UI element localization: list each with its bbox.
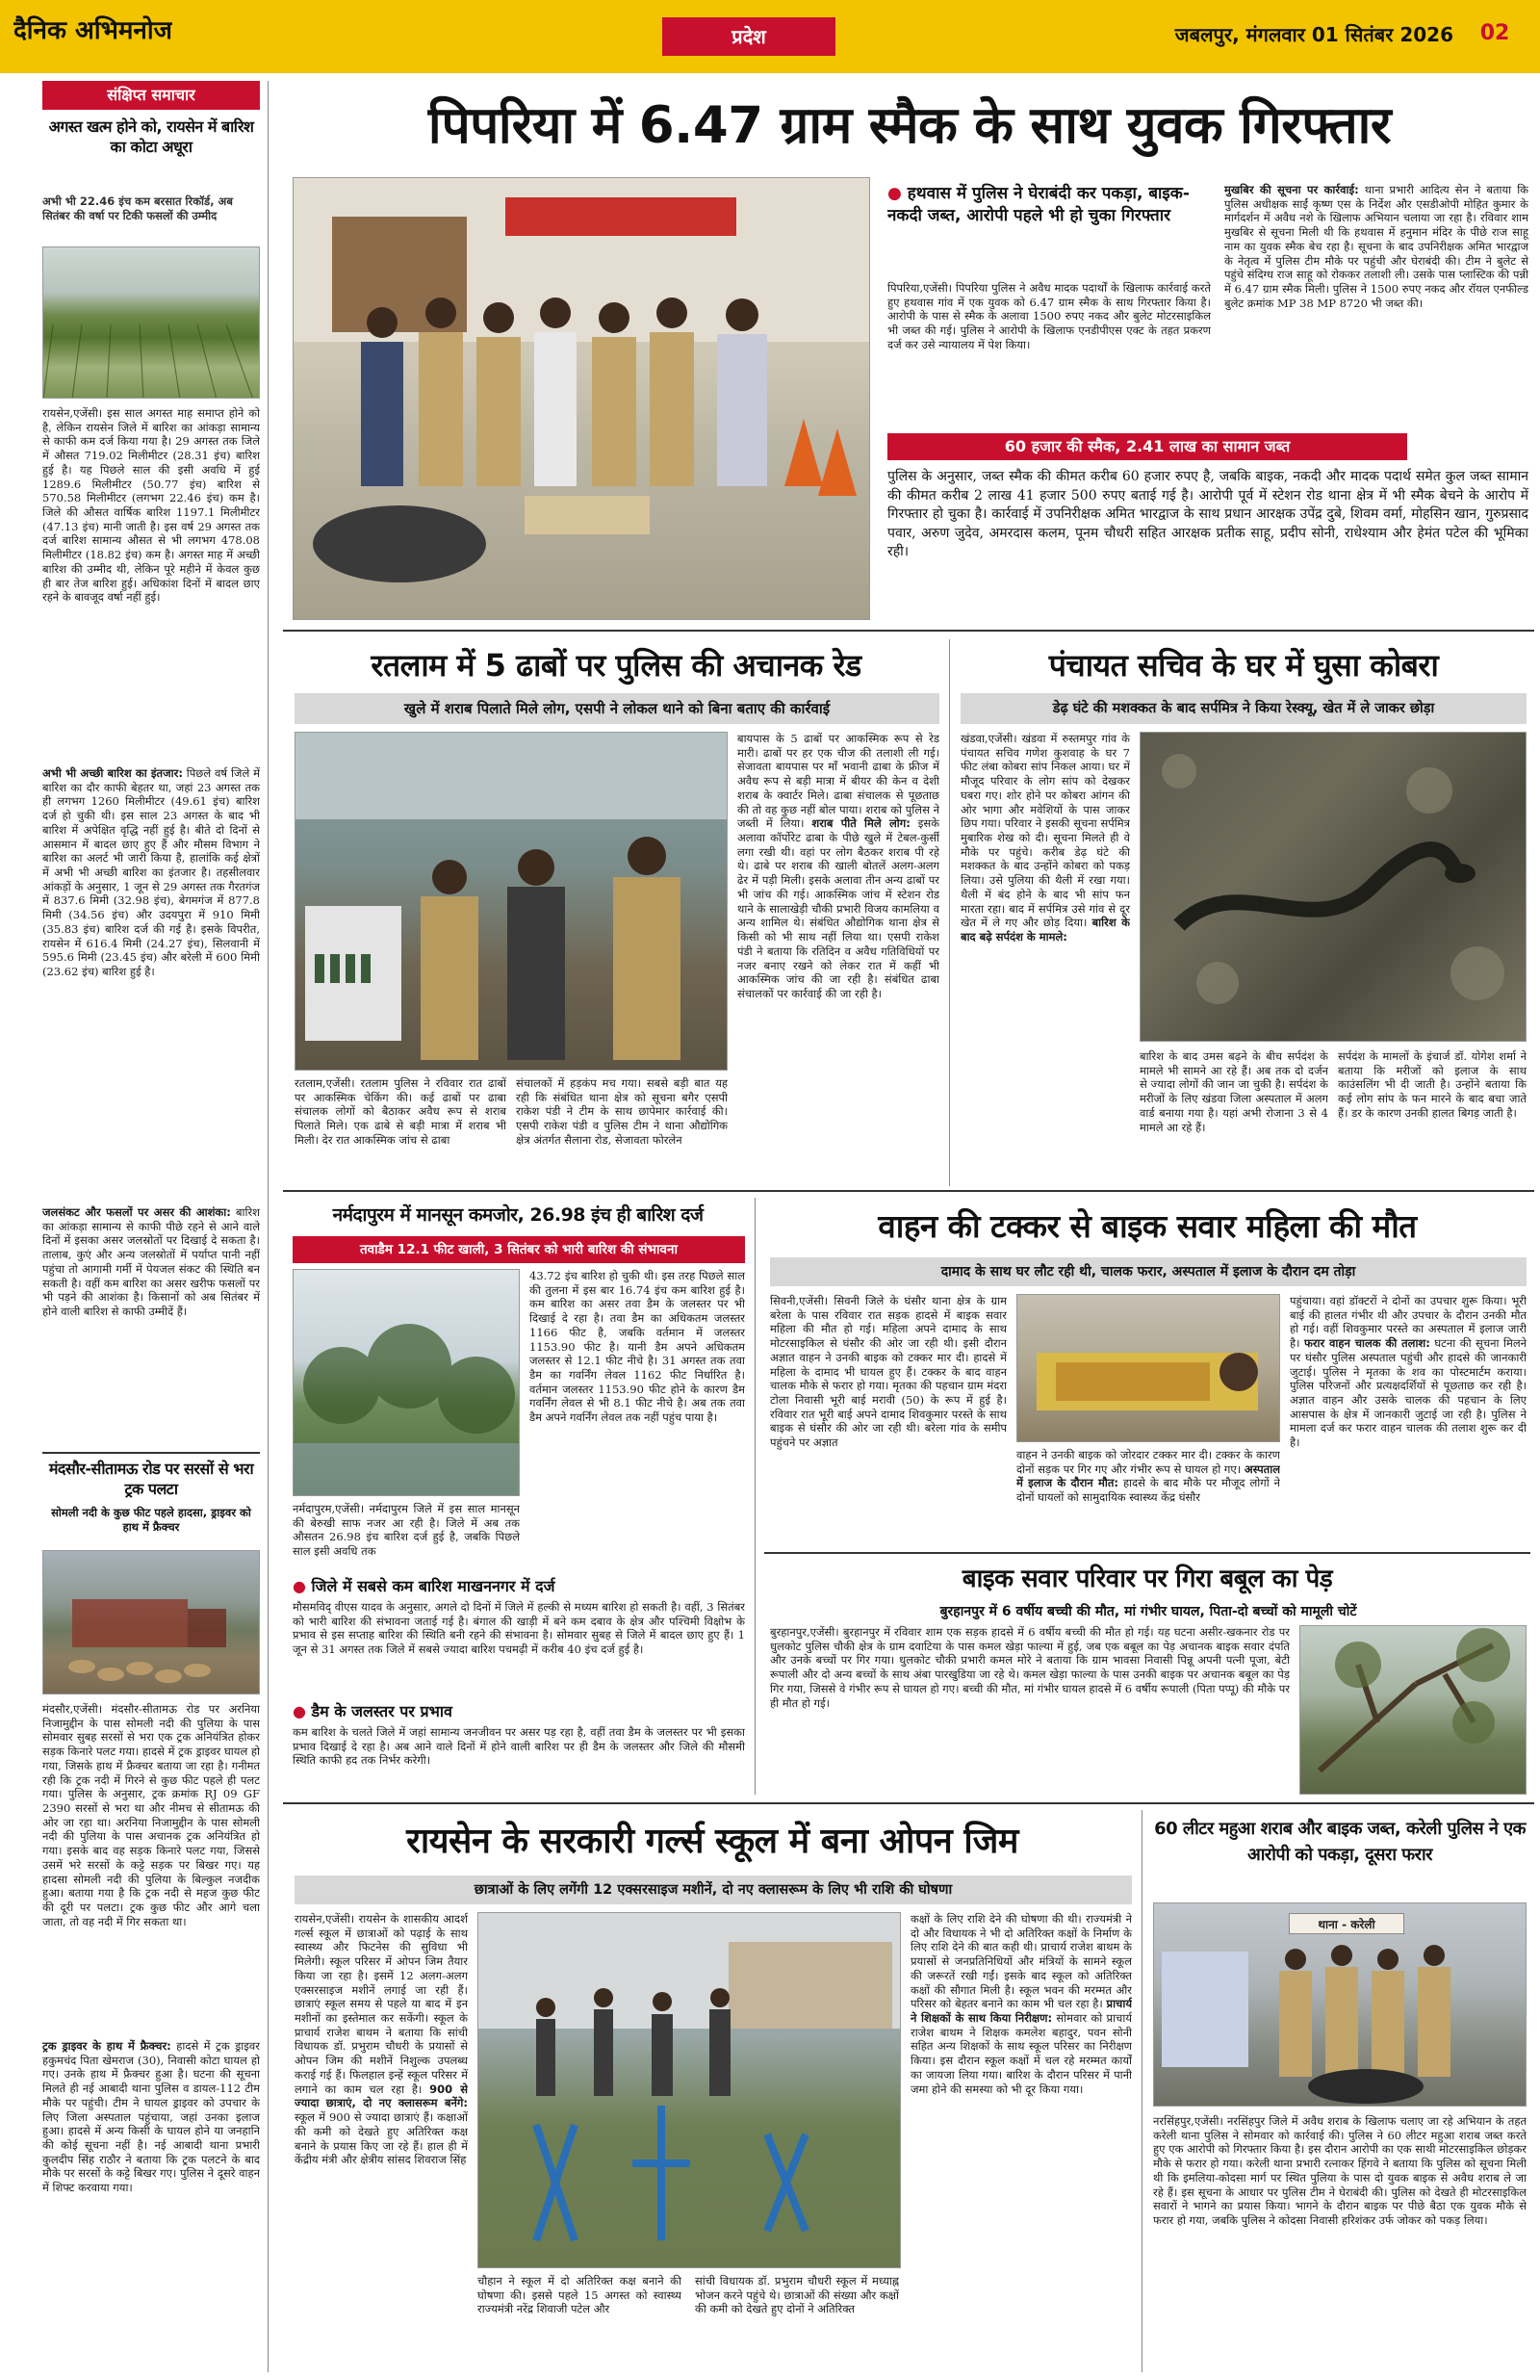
gym-subhead-bar: छात्राओं के लिए लगेंगी 12 एक्सरसाइज मशीनें, दो नए क्लासरूम के लिए भी राशि की घोषणा (295, 1876, 1132, 1904)
paddy-field-photo (42, 246, 260, 399)
lead-deck: ● हथवास में पुलिस ने घेराबंदी कर पकड़ा, बाइक-नकदी जब्त, आरोपी पहले भी हो चुका गिरफ्तार (887, 184, 1190, 225)
fallen-tree-photo (1299, 1625, 1527, 1795)
police-station-banner: थाना - करेली (1289, 1913, 1404, 1934)
sidebar-divider (42, 1452, 260, 1454)
narmada-subhead4: ● डैम के जलस्तर पर प्रभाव (293, 1702, 452, 1720)
column-rule-narmada-accident (755, 1198, 756, 1795)
sidebar-story1-body: रायसेन,एजेंसी। इस साल अगस्त माह समाप्त होने को है, लेकिन रायसेन जिले में बारिश का आंकड़ा सामान्य से काफी कम दर्ज किया गया है। 29 अगस्त तक जिले में औसत 719.02 मिलीमीटर (28.31 इंच) बारिश हुई है। यह पिछले साल की इसी अवधि में हुई 1289.6 मिलीमीटर (50.77 इंच) बारिश से 570.58 मिलीमीटर (लगभग 22.46 इंच) कम है। जिले की औसत वार्षिक बारिश 1197.1 मिलीमीटर (47.13 इंच) मानी जाती है। इस वर्ष 29 अगस्त तक दर्ज बारिश सामान्य औसत से भी लगभग 478.08 मिलीमीटर (18.82 इंच) कम है। अगस्त माह में अच्छी बारिश की उम्मीद थी, लेकिन पूरे महीने में केवल कुछ ही बार तेज बारिश हुई। अधिकांश दिनों में बादल छाए रहने के बावजूद वर्षा नहीं हुई। (42, 406, 260, 605)
cobra-headline: पंचायत सचिव के घर में घुसा कोबरा (1048, 647, 1439, 684)
mahua-headline: 60 लीटर महुआ शराब और बाइक जब्त, करेली पुलिस ने एक आरोपी को पकड़ा, दूसरा फरार (1154, 1819, 1526, 1865)
column-rule-ratlam-cobra (949, 639, 950, 1186)
sidebar-story1-section3: जलसंकट और फसलों पर असर की आशंका: बारिश का आंकड़ा सामान्य से काफी पीछे रहने से आने वाले दिनों में इसका असर जलस्रोतों पर दिखाई दे सकता है। तालाब, कुएं और अन्य जलस्रोतों में पर्याप्त पानी नहीं पहुंचा तो आगामी गर्मी में पेयजल संकट की स्थिति बन सकती है। वहीं कम बारिश का असर खरीफ फसलों पर भी पड़ने की आशंका है। किसानों को अब सितंबर में होने वाली बारिश से काफी उम्मीदें हैं। (42, 1205, 260, 1319)
tawa-dam-photo (293, 1269, 520, 1496)
narmada-body-col1: नर्मदापुरम,एजेंसी। नर्मदापुरम जिले में इस साल मानसून की बेरुखी साफ नजर आ रही है। जिले में अब तक औसतन 26.98 इंच बारिश दर्ज हुई है, जबकि पिछले साल इसी अवधि तक (293, 1502, 520, 1559)
sidebar-story2-headline: मंदसौर-सीतामऊ रोड पर सरसों से भरा ट्रक पलटा (48, 1460, 254, 1498)
sidebar-story1-headline: अगस्त खत्म होने को, रायसेन में बारिश का कोटा अधूरा (48, 117, 254, 156)
sidebar-story2-section2: ट्रक ड्राइवर के हाथ में फ्रैक्चर: हादसे में ट्रक ड्राइवर हकुमचंद पिता खेमराज (30), निवासी कोटा घायल हो गए। उनके हाथ में फ्रैक्चर हुआ है। घटना की सूचना मिलते ही नई आबादी थाना पुलिस व डायल-112 टीम मौके पर पहुंची। टीम ने घायल ड्राइवर को उपचार के लिए जिला अस्पताल पहुंचाया, जहां उनका इलाज हुआ। हादसे में अन्य किसी के घायल होने या जनहानि की कोई सूचना नहीं है। नई आबादी थाना प्रभारी कुलदीप सिंह राठौर ने बताया कि ट्रक पलटने के बाद मौके पर सरसों के कट्टे बिखर गए। पुलिस ने दूसरे वाहन में शिफ्ट करवाया गया। (42, 2039, 260, 2195)
masthead-logo: दैनिक अभिमनोज (13, 16, 172, 45)
sidebar-story1-section2: अभी भी अच्छी बारिश का इंतजार: पिछले वर्ष जिले में बारिश का दौर काफी बेहतर था, जहां 23 अगस्त तक ही लगभग 1260 मिलीमीटर (49.61 इंच) बारिश दर्ज हो चुकी थी। इस साल 23 अगस्त के बाद भी बारिश में अपेक्षित वृद्धि नहीं हुई है। बीते दो दिनों से आसमान में बादल छाए हुए हैं और मौसम विभाग ने बारिश का अलर्ट भी जारी किया है, हालांकि कई क्षेत्रों में अभी भी अच्छी बारिश का इंतजार है। तहसीलवार आंकड़ों के अनुसार, 1 जून से 29 अगस्त तक गैरतगंज में 837.6 मिमी (32.98 इंच), बेगमगंज में 877.8 मिमी (34.56 इंच) और उदयपुरा में 910 मिमी (35.83 इंच) बारिश दर्ज की गई है। इसके विपरीत, रायसेन में 616.4 मिमी (24.27 इंच), सिलवानी में 595.6 मिमी (23.45 इंच) और बरेली में 600 मिमी (23.62 इंच) बारिश हुई है। (42, 766, 260, 979)
lead-subhead-bar: 60 हजार की स्मैक, 2.41 लाख का सामान जब्त (887, 433, 1407, 460)
bullet-icon: ● (293, 1702, 312, 1720)
bullet-icon: ● (887, 184, 908, 203)
sidebar (42, 81, 260, 2372)
sidebar-story1-deck: अभी भी 22.46 इंच कम बरसात रिकॉर्ड, अब सितंबर की वर्षा पर टिकी फसलों की उम्मीद (42, 194, 233, 222)
injured-woman-photo (1016, 1294, 1280, 1442)
accident-body-col2: वाहन ने उनकी बाइक को जोरदार टक्कर मार दी। टक्कर के कारण दोनों सड़क पर गिर गए और गंभीर रूप से घायल हो गए। अस्पताल में इलाज के दौरान मौत: हादसे के बाद मौके पर मौजूद लोगों ने दोनों घायलों को सामुदायिक स्वास्थ्य केंद्र घंसौर (1016, 1448, 1280, 1505)
lead-headline: पिपरिया में 6.47 ग्राम स्मैक के साथ युवक गिरफ्तार (427, 96, 1392, 155)
gym-body-col2b: सांची विधायक डॉ. प्रभुराम चौधरी स्कूल में मध्याह्न भोजन करने पहुंचे थे। छात्राओं की संख्या और कक्षों की कमी को देखते हुए दोनों ने अतिरिक्त (695, 2274, 899, 2316)
babool-top-rule (764, 1552, 1530, 1554)
sidebar-story2-deck: सोमली नदी के कुछ फीट पहले हादसा, ड्राइवर को हाथ में फ्रैक्चर (51, 1506, 251, 1534)
accident-headline: वाहन की टक्कर से बाइक सवार महिला की मौत (878, 1207, 1417, 1245)
narmada-body-3: मौसमविद् वीएस यादव के अनुसार, अगले दो दिनों में जिले में हल्की से मध्यम बारिश हो सकती है। वहीं, 3 सितंबर को भारी बारिश की संभावना जताई गई है। बंगाल की खाड़ी में बने कम दबाव के क्षेत्र और पश्चिमी विक्षोभ के प्रभाव से इस सप्ताह बारिश की स्थिति बनी रहने की संभावना है। सोमवार सुबह से जिले में बादल छाए हुए हैं। 1 जून से 31 अगस्त तक जिले में सबसे ज्यादा बारिश पचमढ़ी में करीब 40 इंच दर्ज हुई है। (293, 1600, 745, 1657)
gym-body-col1: रायसेन,एजेंसी। रायसेन के शासकीय आदर्श गर्ल्स स्कूल में छात्राओं को पढ़ाई के साथ स्वास्थ्य और फिटनेस की सुविधा भी मिलेगी। स्कूल परिसर में ओपन जिम तैयार किया जा रहा है। इसमें 12 अलग-अलग एक्सरसाइज मशीनें लगाई जा रही हैं। छात्राएं स्कूल समय से पहले या बाद में इन मशीनों का इस्तेमाल कर सकेंगी। स्कूल के प्राचार्य राजेश बाथम ने बताया कि सांची विधायक डॉ. प्रभुराम चौधरी के प्रयासों से ओपन जिम की मशीनें निशुल्क उपलब्ध कराई गई हैं। फिलहाल इन्हें स्कूल परिसर में लगाने का काम चल रहा है। 900 से ज्यादा छात्राएं, दो नए क्लासरूम बनेंगे: स्कूल में 900 से ज्यादा छात्राएं हैं। कक्षाओं की कमी को देखते हुए अतिरिक्त कक्ष बनाने के प्रयास किए जा रहे हैं। हाल ही में केंद्रीय मंत्री और क्षेत्रीय सांसद शिवराज सिंह (295, 1912, 468, 2167)
cobra-body-col1: खंडवा,एजेंसी। खंडवा में रुस्तमपुर गांव के पंचायत सचिव गणेश कुशवाह के घर 7 फीट लंबा कोबरा सांप निकल आया। घर में मौजूद परिवार के लोग सांप को देखकर घबरा गए। शोर होने पर कोबरा आंगन की ओर भागा और मवेशियों के पास जाकर छिप गया। परिवार ने इसकी सूचना सर्पमित्र मुबारिक शेख को दी। सूचना मिलते ही वे मौके पर पहुंचे। करीब डेढ़ घंटे की मशक्कत के बाद उन्होंने कोबरा को पकड़ लिया। उसे पुलिया की थैली में रखा गया। थैली में बंद होने के बाद भी सांप फन मारता रहा। बाद में सर्पमित्र उसे गांव से दूर खेत में ले गए और छोड़ दिया। बारिश के बाद बढ़े सर्पदंश के मामले: (961, 732, 1130, 944)
ratlam-body-col3: बायपास के 5 ढाबों पर आकस्मिक रूप से रेड मारी। ढाबों पर हर एक चीज की तलाशी ली गई। सेजावता बायपास पर माँ भवानी ढाबा के फ्रीज में अवैध रूप से बड़ी मात्रा में बीयर की केन व देशी शराब के क्वार्टर मिले। ढाबा संचालक से पूछताछ की तो वह कुछ नहीं बोल पाया। शराब को पुलिस ने जब्ती में लिया। शराब पीते मिले लोग: इसके अलावा कॉर्पोरेट ढाबा के पीछे खुले में टेबल-कुर्सी लगा रखी थी। वहां पर लोग बैठकर शराब पी रहे थे। ढाबे पर शराब की खाली बोतलें अलग-अलग ढेर में पड़ी मिली। इसके अलावा तीन अन्य ढाबों पर भी जांच की गई। आकस्मिक जांच में स्टेशन रोड थाने के सालाखेड़ी चौकी प्रभारी विजय कामलिया व अन्य शामिल थे। संबंधित औद्योगिक थाना क्षेत्र से किसी को भी साथ नहीं लिया था। एसपी राकेश पंडी ने बताया कि रतिदिन व अवैध गतिविधियों पर नजर बनाए रखने को लेकर रात में कहीं भी आकस्मिक जांच की जा रही है। संबंधित ढाबा संचालकों पर कार्रवाई की जा रही है। (737, 732, 939, 1000)
narmada-body-col2: 43.72 इंच बारिश हो चुकी थी। इस तरह पिछले साल की तुलना में इस बार 16.74 इंच कम बारिश हुई है। कम बारिश का असर तवा डैम के जलस्तर पर भी दिखाई दे रहा है। तवा डैम का अधिकतम जलस्तर 1166 फीट है, जबकि वर्तमान में जलस्तर 1153.90 फीट है। यानी डैम अपने अधिकतम जलस्तर से 12.1 फीट नीचे है। 31 अगस्त तक तवा डैम का गवर्निंग लेवल 1162 फीट निर्धारित है। वर्तमान जलस्तर 1153.90 फीट होने के कारण डैम गवर्निंग लेवल से भी 8.1 फीट नीचे है। अब तक तवा डैम अपने गवर्निंग लेवल तक नहीं पहुंच पाया है। (529, 1269, 745, 1425)
gym-body-col3: कक्षों के लिए राशि देने की घोषणा की थी। राज्यमंत्री ने दो और विधायक ने भी दो अतिरिक्त कक्षों के निर्माण के लिए राशि देने की बात कही थी। प्राचार्य राजेश बाथम के प्रयासों से जनप्रतिनिधियों और मंत्रियों के सामने स्कूल की जरूरतें रखी गईं। इसके बाद स्कूल को अतिरिक्त कक्षों की सौगात मिली है। स्कूल भवन की मरम्मत और परिसर को बेहतर बनाने का काम भी चल रहा है। प्राचार्य ने शिक्षकों के साथ किया निरीक्षण: सोमवार को प्राचार्य राजेश बाथम ने शिक्षक कमलेश बहादुर, पवन सोनी सहित अन्य शिक्षकों के साथ स्कूल परिसर का निरीक्षण किया। इस दौरान स्कूल कक्षों में चल रहे मरम्मत कार्यों का जायजा लिया गया। बारिश के दौरान परिसर में पानी जमा होने की समस्या को भी दूर किया गया। (911, 1912, 1132, 2096)
sidebar-story2-body: मंदसौर,एजेंसी। मंदसौर-सीतामऊ रोड पर अरनिया निजामुद्दीन के पास सोमली नदी की पुलिया के पास सोमवार सुबह सरसों से भरा एक ट्रक अनियंत्रित होकर सड़क किनारे पलट गया। हादसे में ट्रक ड्राइवर घायल हो गया, जिसके हाथ में फ्रैक्चर बताया जा रहा है। गनीमत रही कि ट्रक नदी में गिरने से कुछ फीट पहले ही पलट गया। पुलिस के अनुसार, ट्रक क्रमांक RJ 09 GF 2390 सरसों से भरा था और नीमच से सीतामऊ की ओर जा रहा था। अरनिया निजामुद्दीन के पास सोमली नदी की पुलिया के पास अचानक ट्रक अनियंत्रित हो गया। इसके बाद वह सड़क किनारे पलट गया, जिससे उसमें भरे सरसों के कट्टे सड़क पर बिखर गए। यह हादसा सोमली नदी की पुलिया के बिल्कुल नजदीक हुआ। बताया गया है कि ट्रक नदी से महज कुछ फीट की दूरी पर पलटा। ट्रक कुछ फीट और आगे चला जाता, तो वह नदी में गिर सकता था। (42, 1702, 260, 1928)
dateline: जबलपुर, मंगलवार 01 सितंबर 2026 (1174, 23, 1453, 46)
lower-row-rule (283, 1802, 1534, 1804)
accident-subhead-bar: दामाद के साथ घर लौट रही थी, चालक फरार, अस्पताल में इलाज के दौरान दम तोड़ा (770, 1257, 1527, 1286)
mahua-body: नरसिंहपुर,एजेंसी। नरसिंहपुर जिले में अवैध शराब के खिलाफ चलाए जा रहे अभियान के तहत करेली थाना पुलिस ने सोमवार को कार्रवाई की। पुलिस ने 60 लीटर महुआ शराब जब्त करते हुए एक आरोपी को गिरफ्तार किया है। इस दौरान आरोपी का एक साथी मोटरसाइकिल छोड़कर मौके से फरार हो गया। करेली थाना प्रभारी रत्नाकर हिंगवे ने बताया कि पुलिस को सूचना मिली थी कि इमलिया-कोदसा मार्ग पर स्थित पुलिया के पास दो युवक बाइक से अवैध शराब ले जा रहे हैं। इस सूचना के आधार पर पुलिस टीम ने घेराबंदी की। पुलिस को देखते ही मोटरसाइकिल सवारों ने भागने का प्रयास किया। भागने के दौरान बाइक पर पीछे बैठा एक युवक मौके से फरार हो गया, जबकि पुलिस ने कोदसा निवासी हरिशंकर उर्फ जोकर को पकड़ लिया। (1153, 2114, 1527, 2228)
lead-police-photo (293, 177, 870, 620)
ratlam-raid-photo (295, 732, 728, 1071)
lead-body-wide: पुलिस के अनुसार, जब्त स्मैक की कीमत करीब 60 हजार रुपए है, जबकि बाइक, नकदी और मादक पदार्थ समेत कुल जब्त सामान की कीमत करीब 2 लाख 41 हजार 500 रुपए बताई गई है। आरोपी पूर्व में स्टेशन रोड थाना क्षेत्र में भी स्मैक बेचने के आरोप में गिरफ्तार हो चुका है। कार्रवाई में उपनिरीक्षक अमित भारद्वाज के साथ प्रधान आरक्षक उपेंद्र दुबे, शिवम वर्मा, मोहसिन खान, गुरुप्रसाद पवार, अरुण जुदेव, अमरदास कलम, पूनम चौधरी सहित आरक्षक प्रतीक साहू, प्रदीप सोनी, राधेश्याम और हेमंत पटेल की भूमिका रही। (887, 469, 1528, 560)
ratlam-headline: रतलाम में 5 ढाबों पर पुलिस की अचानक रेड (371, 647, 861, 684)
sidebar-vertical-rule (268, 81, 269, 2372)
babool-body: बुरहानपुर,एजेंसी। बुरहानपुर में रविवार शाम एक सड़क हादसे में 6 वर्षीय बच्ची की मौत हो गई। यह घटना असीर-खकनार रोड पर धुलकोट पुलिस चौकी क्षेत्र के ग्राम दवाटिया के पास कमल खेड़ा फाल्या में हुई, जब एक बबूल का पेड़ अचानक बाइक सवार दंपति और उनके बच्चों पर गिर गया। धुलकोट चौकी प्रभारी कमल मोरे ने बताया कि ग्राम भावसा निवासी पिन्नू अपनी पत्नी पूजा, बेटी रूपाली और दो अन्य बच्चों के साथ अंबा पारखुडिया जा रहे थे। कमल खेड़ा फाल्या के पास उनकी बाइक पर अचानक बबूल का पेड़ गिर गया, जिससे वे गंभीर रूप से घायल हो गए। बच्ची की मौत, मां गंभीर घायल हादसे में 6 वर्षीय रूपाली (पिता पप्पू) की मौके पर ही मौत हो गई। (770, 1625, 1290, 1710)
page-number: 02 (1479, 21, 1510, 45)
ratlam-body-col2: संचालकों में हड़कंप मच गया। सबसे बड़ी बात यह रही कि संबंधित थाना क्षेत्र को सूचना बगैर एसपी राकेश पंडी ने टीम के साथ छापेमार कार्रवाई की। एसपी राकेश पंडी व पुलिस टीम ने थाना औद्योगिक क्षेत्र अंतर्गत सैलाना रोड, सेजावता फोरलेन (516, 1076, 728, 1147)
narmada-subhead-bar: तवाडैम 12.1 फीट खाली, 3 सितंबर को भारी बारिश की संभावना (293, 1236, 745, 1263)
narmada-body-4: कम बारिश के चलते जिले में जहां सामान्य जनजीवन पर असर पड़ रहा है, वहीं तवा डैम के जलस्तर पर भी इसका प्रभाव दिखाई दे रहा है। अब आने वाले दिनों में होने वाली बारिश पर ही डैम के जलस्तर और जिले की मौसमी स्थिति काफी हद तक निर्भर करेगी। (293, 1725, 745, 1768)
cobra-subhead-bar: डेढ़ घंटे की मशक्कत के बाद सर्पमित्र ने किया रेस्क्यू, खेत में ले जाकर छोड़ा (961, 693, 1527, 724)
accident-body-col1: सिवनी,एजेंसी। सिवनी जिले के घंसौर थाना क्षेत्र के ग्राम बरेला के पास रविवार रात सड़क हादसे में बाइक सवार महिला की मौत हो गई। महिला अपने दामाद के साथ मोटरसाइकिल से घंसौर की ओर जा रही थी। इसी दौरान अज्ञात वाहन ने उनकी बाइक को टक्कर मार दी। हादसे में महिला के दामाद भी घायल हुए हैं। टक्कर के बाद वाहन चालक मौके से फरार हो गया। मृतका की पहचान ग्राम मंदरा टोला निवासी भूरी बाई मरावी (50) के रूप में हुई है। रविवार रात भूरी बाई अपने दामाद शिवकुमार परस्ते के साथ बाइक से घंसौर की ओर जा रही थी। बरेला गांव के समीप पहुंचने पर अज्ञात (770, 1294, 1007, 1450)
overturned-truck-photo (42, 1550, 260, 1694)
open-gym-photo (477, 1912, 901, 2268)
karelipolice-station-photo (1153, 1902, 1527, 2107)
cobra-body-col2: बारिश के बाद उमस बढ़ने के बीच सर्पदंश के मामले भी सामने आ रहे हैं। अब तक दो दर्जन से ज्यादा लोगों की जान जा चुकी है। सर्पदंश के मरीजों के लिए खंडवा जिला अस्पताल में अलग वार्ड बनाया गया है। यहां अभी रोजाना 3 से 4 मामले आ रहे हैं। (1140, 1049, 1328, 1134)
masthead (0, 0, 1540, 73)
babool-deck: बुरहानपुर में 6 वर्षीय बच्ची की मौत, मां गंभीर घायल, पिता-दो बच्चों को मामूली चोटें (939, 1604, 1357, 1619)
babool-headline: बाइक सवार परिवार पर गिरा बबूल का पेड़ (962, 1565, 1333, 1593)
sidebar-header: संक्षिप्त समाचार (42, 81, 260, 110)
bullet-icon: ● (293, 1577, 312, 1595)
lead-body-col1: पिपरिया,एजेंसी। पिपरिया पुलिस ने अवैध मादक पदार्थों के खिलाफ कार्रवाई करते हुए हथवास गांव में एक युवक को 6.47 ग्राम स्मैक के साथ गिरफ्तार किया है। आरोपी के पास से स्मैक के अलावा 1500 रुपए नकद और बुलेट मोटरसाइकिल भी जब्त की गई। पुलिस ने आरोपी के खिलाफ एनडीपीएस एक्ट के तहत प्रकरण दर्ज कर उसे न्यायालय में पेश किया। (887, 281, 1211, 351)
gym-headline: रायसेन के सरकारी गर्ल्स स्कूल में बना ओपन जिम (406, 1822, 1018, 1861)
cobra-body-col3: सर्पदंश के मामलों के इंचार्ज डॉ. योगेश शर्मा ने बताया कि मरीजों को इलाज के साथ काउंसलिंग भी दी जाती है। उन्होंने बताया कि कई लोग सांप के फन मारने के बाद बचा जाते हैं। डर के कारण उनकी हालत बिगड़ जाती है। (1338, 1049, 1527, 1120)
gym-body-col2a: चौहान ने स्कूल में दो अतिरिक्त कक्ष बनाने की घोषणा की। इससे पहले 15 अगस्त को स्वास्थ्य राज्यमंत्री नरेंद्र शिवाजी पटेल और (477, 2274, 681, 2316)
ratlam-subhead-bar: खुले में शराब पिलाते मिले लोग, एसपी ने लोकल थाने को बिना बताए की कार्रवाई (295, 693, 939, 724)
middle-row-rule (283, 1190, 1534, 1192)
lead-body-col2: मुखबिर की सूचना पर कार्रवाई: थाना प्रभारी आदित्य सेन ने बताया कि पुलिस अधीक्षक साईं कृष्ण एस के निर्देश और एसडीओपी मोहित कुमार के मार्गदर्शन में अवैध नशे के खिलाफ अभियान चलाया जा रहा है। रविवार शाम मुखबिर से सूचना मिली थी कि हथवास में हनुमान मंदिर के पीछे राज साहू नाम का युवक स्मैक बेच रहा है। सूचना के बाद उपनिरीक्षक अमित भारद्वाज के नेतृत्व में पुलिस टीम मौके पर पहुंची और घेराबंदी की। टीम ने बुलेट से पहुंचे संदिग्ध राज साहू को रोककर तलाशी ली। उसके पास प्लास्टिक की पन्नी में 6.47 ग्राम स्मैक मिली। पुलिस ने 1500 रुपए नकद और रॉयल एनफील्ड बुलेट क्रमांक MP 38 MP 8720 भी जब्त की। (1224, 183, 1528, 310)
lead-bottom-rule (283, 630, 1534, 632)
narmada-headline: नर्मदापुरम में मानसून कमजोर, 26.98 इंच ही बारिश दर्ज (332, 1204, 704, 1226)
narmada-subhead3: ● जिले में सबसे कम बारिश माखननगर में दर्ज (293, 1577, 555, 1595)
section-tab: प्रदेश (662, 17, 835, 56)
cobra-snake-photo (1140, 732, 1527, 1042)
accident-body-col3: पहुंचाया। वहां डॉक्टरों ने दोनों का उपचार शुरू किया। भूरी बाई की हालत गंभीर थी और उपचार के दौरान उनकी मौत हो गई। वहीं शिवकुमार परस्ते का अस्पताल में इलाज जारी है। फरार वाहन चालक की तलाश: घटना की सूचना मिलने पर घंसौर पुलिस अस्पताल पहुंची और हादसे की जानकारी जुटाई। पुलिस ने मृतका के शव का पोस्टमार्टम कराया। पुलिस परिजनों और प्रत्यक्षदर्शियों से पूछताछ कर रही है। अज्ञात वाहन और उसके चालक की पहचान के लिए आसपास के क्षेत्र में जानकारी जुटाई जा रही है। पुलिस ने मामला दर्ज कर फरार वाहन चालक की तलाश शुरू कर दी है। (1290, 1294, 1527, 1450)
ratlam-body-col1: रतलाम,एजेंसी। रतलाम पुलिस ने रविवार रात ढाबों पर आकस्मिक चेकिंग की। कई ढाबों पर ढाबा संचालक लोगों को बैठाकर अवैध रूप से शराब पिलाते मिले। एक ढाबे से बड़ी मात्रा में शराब भी मिली। देर रात आकस्मिक जांच से ढाबा (295, 1076, 506, 1147)
